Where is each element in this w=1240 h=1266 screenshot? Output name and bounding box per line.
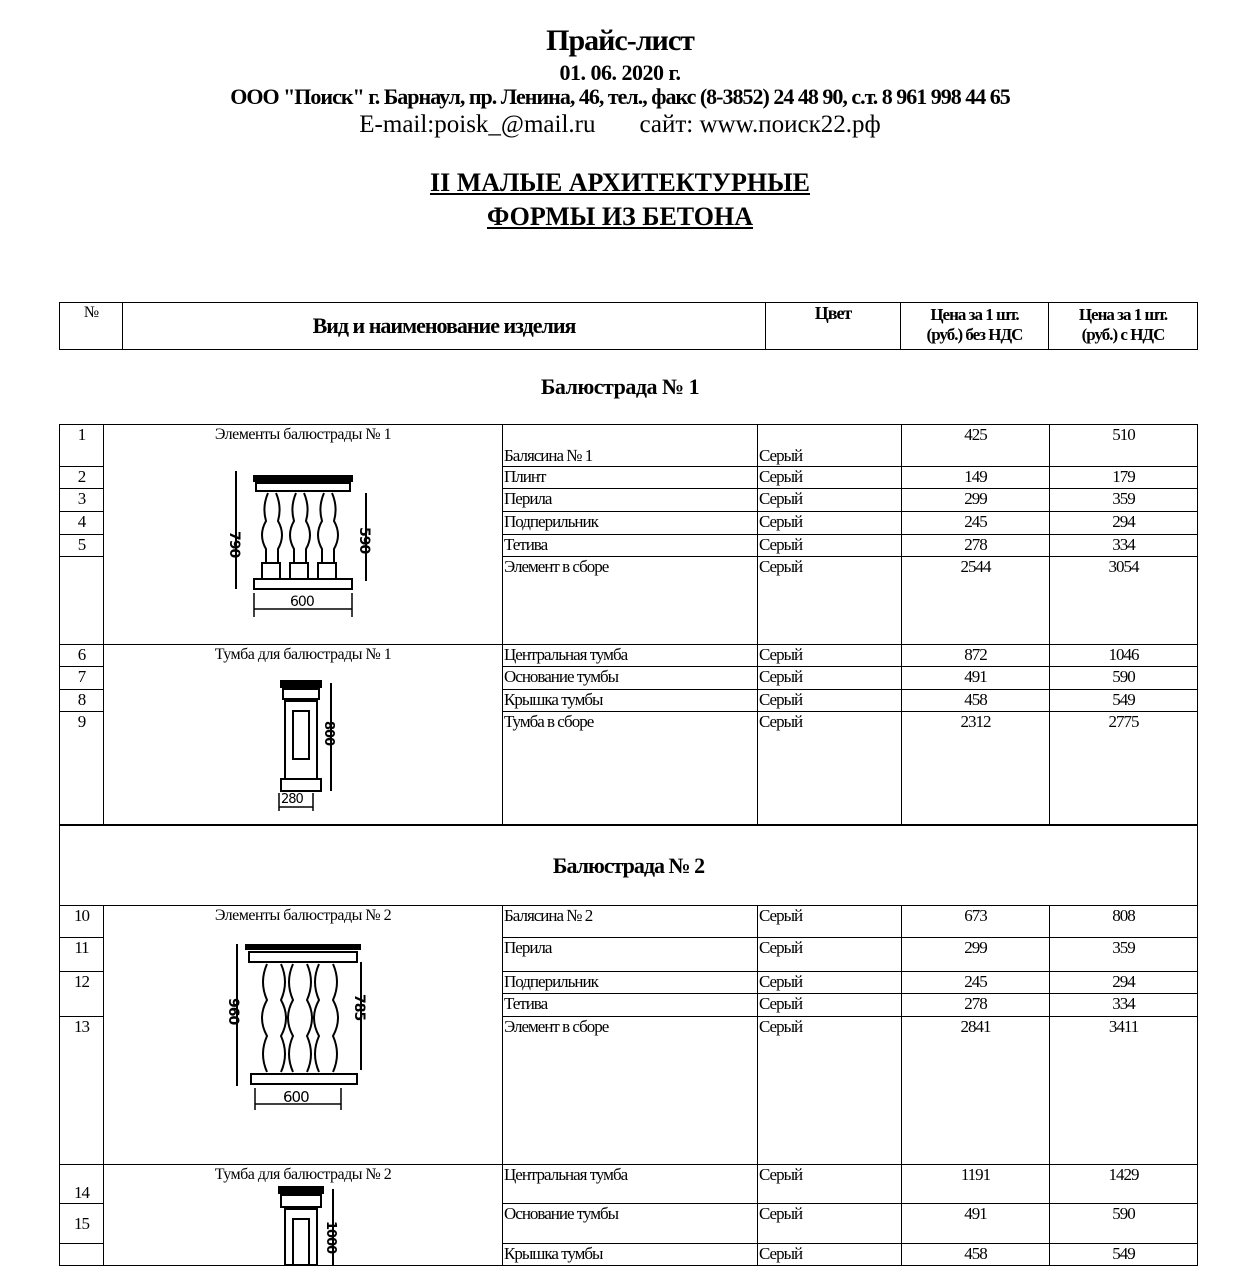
item-name: Тетива — [503, 535, 758, 557]
item-price-vat: 808 — [1050, 906, 1198, 938]
item-name: Элемент в сборе — [503, 1017, 758, 1165]
item-price: 2312 — [902, 712, 1050, 825]
row-num: 15 — [60, 1204, 104, 1244]
image-caption: Элементы балюстрады № 1 — [214, 426, 392, 443]
row-num: 6 — [60, 645, 104, 667]
item-name: Подперильник — [503, 512, 758, 535]
row-num — [60, 557, 104, 645]
row-num: 1 — [60, 425, 104, 467]
item-price-vat: 294 — [1050, 512, 1198, 535]
row-num: 5 — [60, 535, 104, 557]
item-price: 299 — [902, 938, 1050, 972]
table-row — [60, 425, 1198, 467]
svg-text:600: 600 — [290, 594, 314, 610]
section-title — [0, 166, 1240, 234]
row-num: 4 — [60, 512, 104, 535]
company-info: ООО "Поиск" г. Барнаул, пр. Ленина, 46, тел., факс (8-3852) 24 48 90, с.т. 8 961 998 44 65 — [230, 84, 1010, 109]
item-name: Основание тумбы — [503, 1204, 758, 1244]
item-name: Тетива — [503, 994, 758, 1017]
item-price-vat: 1046 — [1050, 645, 1198, 667]
item-price-vat: 549 — [1050, 1244, 1198, 1266]
col-color-header: Цвет — [766, 303, 901, 350]
tumba-drawing-1 — [243, 679, 363, 819]
row-num: 7 — [60, 667, 104, 690]
item-color: Серый — [758, 667, 902, 690]
item-price-vat: 590 — [1050, 1204, 1198, 1244]
item-color: Серый — [758, 535, 902, 557]
table-row — [60, 1165, 1198, 1204]
document-date: 01. 06. 2020 г. — [559, 60, 681, 85]
section-title-line2: ФОРМЫ ИЗ БЕТОНА — [486, 202, 754, 231]
item-color: Серый — [758, 557, 902, 645]
item-color: Серый — [758, 906, 902, 938]
balustrade-drawing-1 — [218, 471, 388, 631]
col-price-header: Цена за 1 шт. (руб.) без НДС — [901, 303, 1049, 350]
item-price: 278 — [902, 535, 1050, 557]
row-num: 11 — [60, 938, 104, 972]
item-price: 458 — [902, 690, 1050, 712]
item-price-vat: 3411 — [1050, 1017, 1198, 1165]
item-price: 2544 — [902, 557, 1050, 645]
item-name: Крышка тумбы — [503, 1244, 758, 1266]
row-num: 10 — [60, 906, 104, 938]
item-name: Подперильник — [503, 972, 758, 994]
image-caption: Элементы балюстрады № 2 — [214, 907, 392, 924]
item-name: Центральная тумба — [503, 645, 758, 667]
item-price-vat: 3054 — [1050, 557, 1198, 645]
website-text: сайт: www.поиск22.рф — [639, 111, 881, 138]
item-price-vat: 510 — [1050, 425, 1198, 467]
svg-text:590: 590 — [356, 527, 372, 554]
svg-text:600: 600 — [283, 1088, 309, 1106]
item-price: 2841 — [902, 1017, 1050, 1165]
item-color: Серый — [758, 645, 902, 667]
image-caption: Тумба для балюстрады № 2 — [214, 1166, 392, 1183]
col-num-header: № — [60, 303, 123, 350]
group-title-b1: Балюстрада № 1 — [540, 374, 700, 399]
balustrade-drawing-2 — [223, 940, 383, 1120]
item-price-vat: 549 — [1050, 690, 1198, 712]
item-color: Серый — [758, 489, 902, 512]
item-color: Серый — [758, 512, 902, 535]
row-num: 2 — [60, 467, 104, 489]
item-price-vat: 2775 — [1050, 712, 1198, 825]
item-price: 491 — [902, 667, 1050, 690]
svg-text:790: 790 — [226, 531, 242, 558]
row-num: 3 — [60, 489, 104, 512]
item-color: Серый — [758, 994, 902, 1017]
section-title-line1: II МАЛЫЕ АРХИТЕКТУРНЫЕ — [429, 168, 810, 197]
image-cell-tumba-b1 — [104, 645, 503, 825]
contacts-line — [0, 111, 1240, 139]
item-name: Центральная тумба — [503, 1165, 758, 1204]
svg-text:1000: 1000 — [323, 1221, 338, 1254]
item-name: Элемент в сборе — [503, 557, 758, 645]
item-color: Серый — [758, 972, 902, 994]
item-price: 425 — [902, 425, 1050, 467]
row-num: 14 — [60, 1165, 104, 1204]
item-price-vat: 334 — [1050, 994, 1198, 1017]
item-name: Крышка тумбы — [503, 690, 758, 712]
item-name: Балясина № 1 — [503, 425, 758, 467]
item-price-vat: 294 — [1050, 972, 1198, 994]
item-name: Основание тумбы — [503, 667, 758, 690]
item-color: Серый — [758, 425, 902, 467]
col-name-header: Вид и наименование изделия — [123, 303, 766, 350]
item-price: 458 — [902, 1244, 1050, 1266]
item-color: Серый — [758, 690, 902, 712]
item-name: Тумба в сборе — [503, 712, 758, 825]
item-color: Серый — [758, 938, 902, 972]
image-caption: Тумба для балюстрады № 1 — [214, 646, 392, 663]
item-price-vat: 590 — [1050, 667, 1198, 690]
group-title-b2: Балюстрада № 2 — [60, 826, 1198, 906]
item-color: Серый — [758, 1204, 902, 1244]
svg-text:280: 280 — [281, 792, 303, 807]
col-price-vat-header: Цена за 1 шт. (руб.) с НДС — [1049, 303, 1198, 350]
item-price: 491 — [902, 1204, 1050, 1244]
item-price: 1191 — [902, 1165, 1050, 1204]
svg-text:800: 800 — [321, 721, 336, 746]
table-row — [60, 645, 1198, 667]
item-price-vat: 359 — [1050, 938, 1198, 972]
image-cell-tumba-b2 — [104, 1165, 503, 1266]
item-price-vat: 334 — [1050, 535, 1198, 557]
item-price: 299 — [902, 489, 1050, 512]
group-title-row — [60, 826, 1198, 906]
item-color: Серый — [758, 1165, 902, 1204]
item-name: Перила — [503, 938, 758, 972]
document-title: Прайс-лист — [546, 24, 694, 57]
item-color: Серый — [758, 467, 902, 489]
item-price: 149 — [902, 467, 1050, 489]
item-price: 872 — [902, 645, 1050, 667]
item-name: Балясина № 2 — [503, 906, 758, 938]
item-color: Серый — [758, 712, 902, 825]
item-name: Перила — [503, 489, 758, 512]
item-price-vat: 179 — [1050, 467, 1198, 489]
item-price-vat: 1429 — [1050, 1165, 1198, 1204]
price-table-b1 — [59, 424, 1198, 825]
row-num: 13 — [60, 1017, 104, 1165]
tumba-drawing-2 — [243, 1185, 363, 1265]
price-table-b2 — [59, 825, 1198, 1266]
image-cell-elements-b2 — [104, 906, 503, 1165]
item-price: 673 — [902, 906, 1050, 938]
item-price: 278 — [902, 994, 1050, 1017]
row-num: 8 — [60, 690, 104, 712]
item-name: Плинт — [503, 467, 758, 489]
svg-text:785: 785 — [351, 994, 367, 1021]
image-cell-elements-b1 — [104, 425, 503, 645]
email-text: E-mail:poisk_@mail.ru — [359, 111, 596, 138]
item-price: 245 — [902, 972, 1050, 994]
column-header-table — [59, 302, 1198, 350]
item-price: 245 — [902, 512, 1050, 535]
item-color: Серый — [758, 1244, 902, 1266]
row-num — [60, 1244, 104, 1266]
row-num: 12 — [60, 972, 104, 1017]
table-row — [60, 906, 1198, 938]
item-color: Серый — [758, 1017, 902, 1165]
item-price-vat: 359 — [1050, 489, 1198, 512]
row-num: 9 — [60, 712, 104, 825]
svg-text:960: 960 — [225, 998, 241, 1025]
